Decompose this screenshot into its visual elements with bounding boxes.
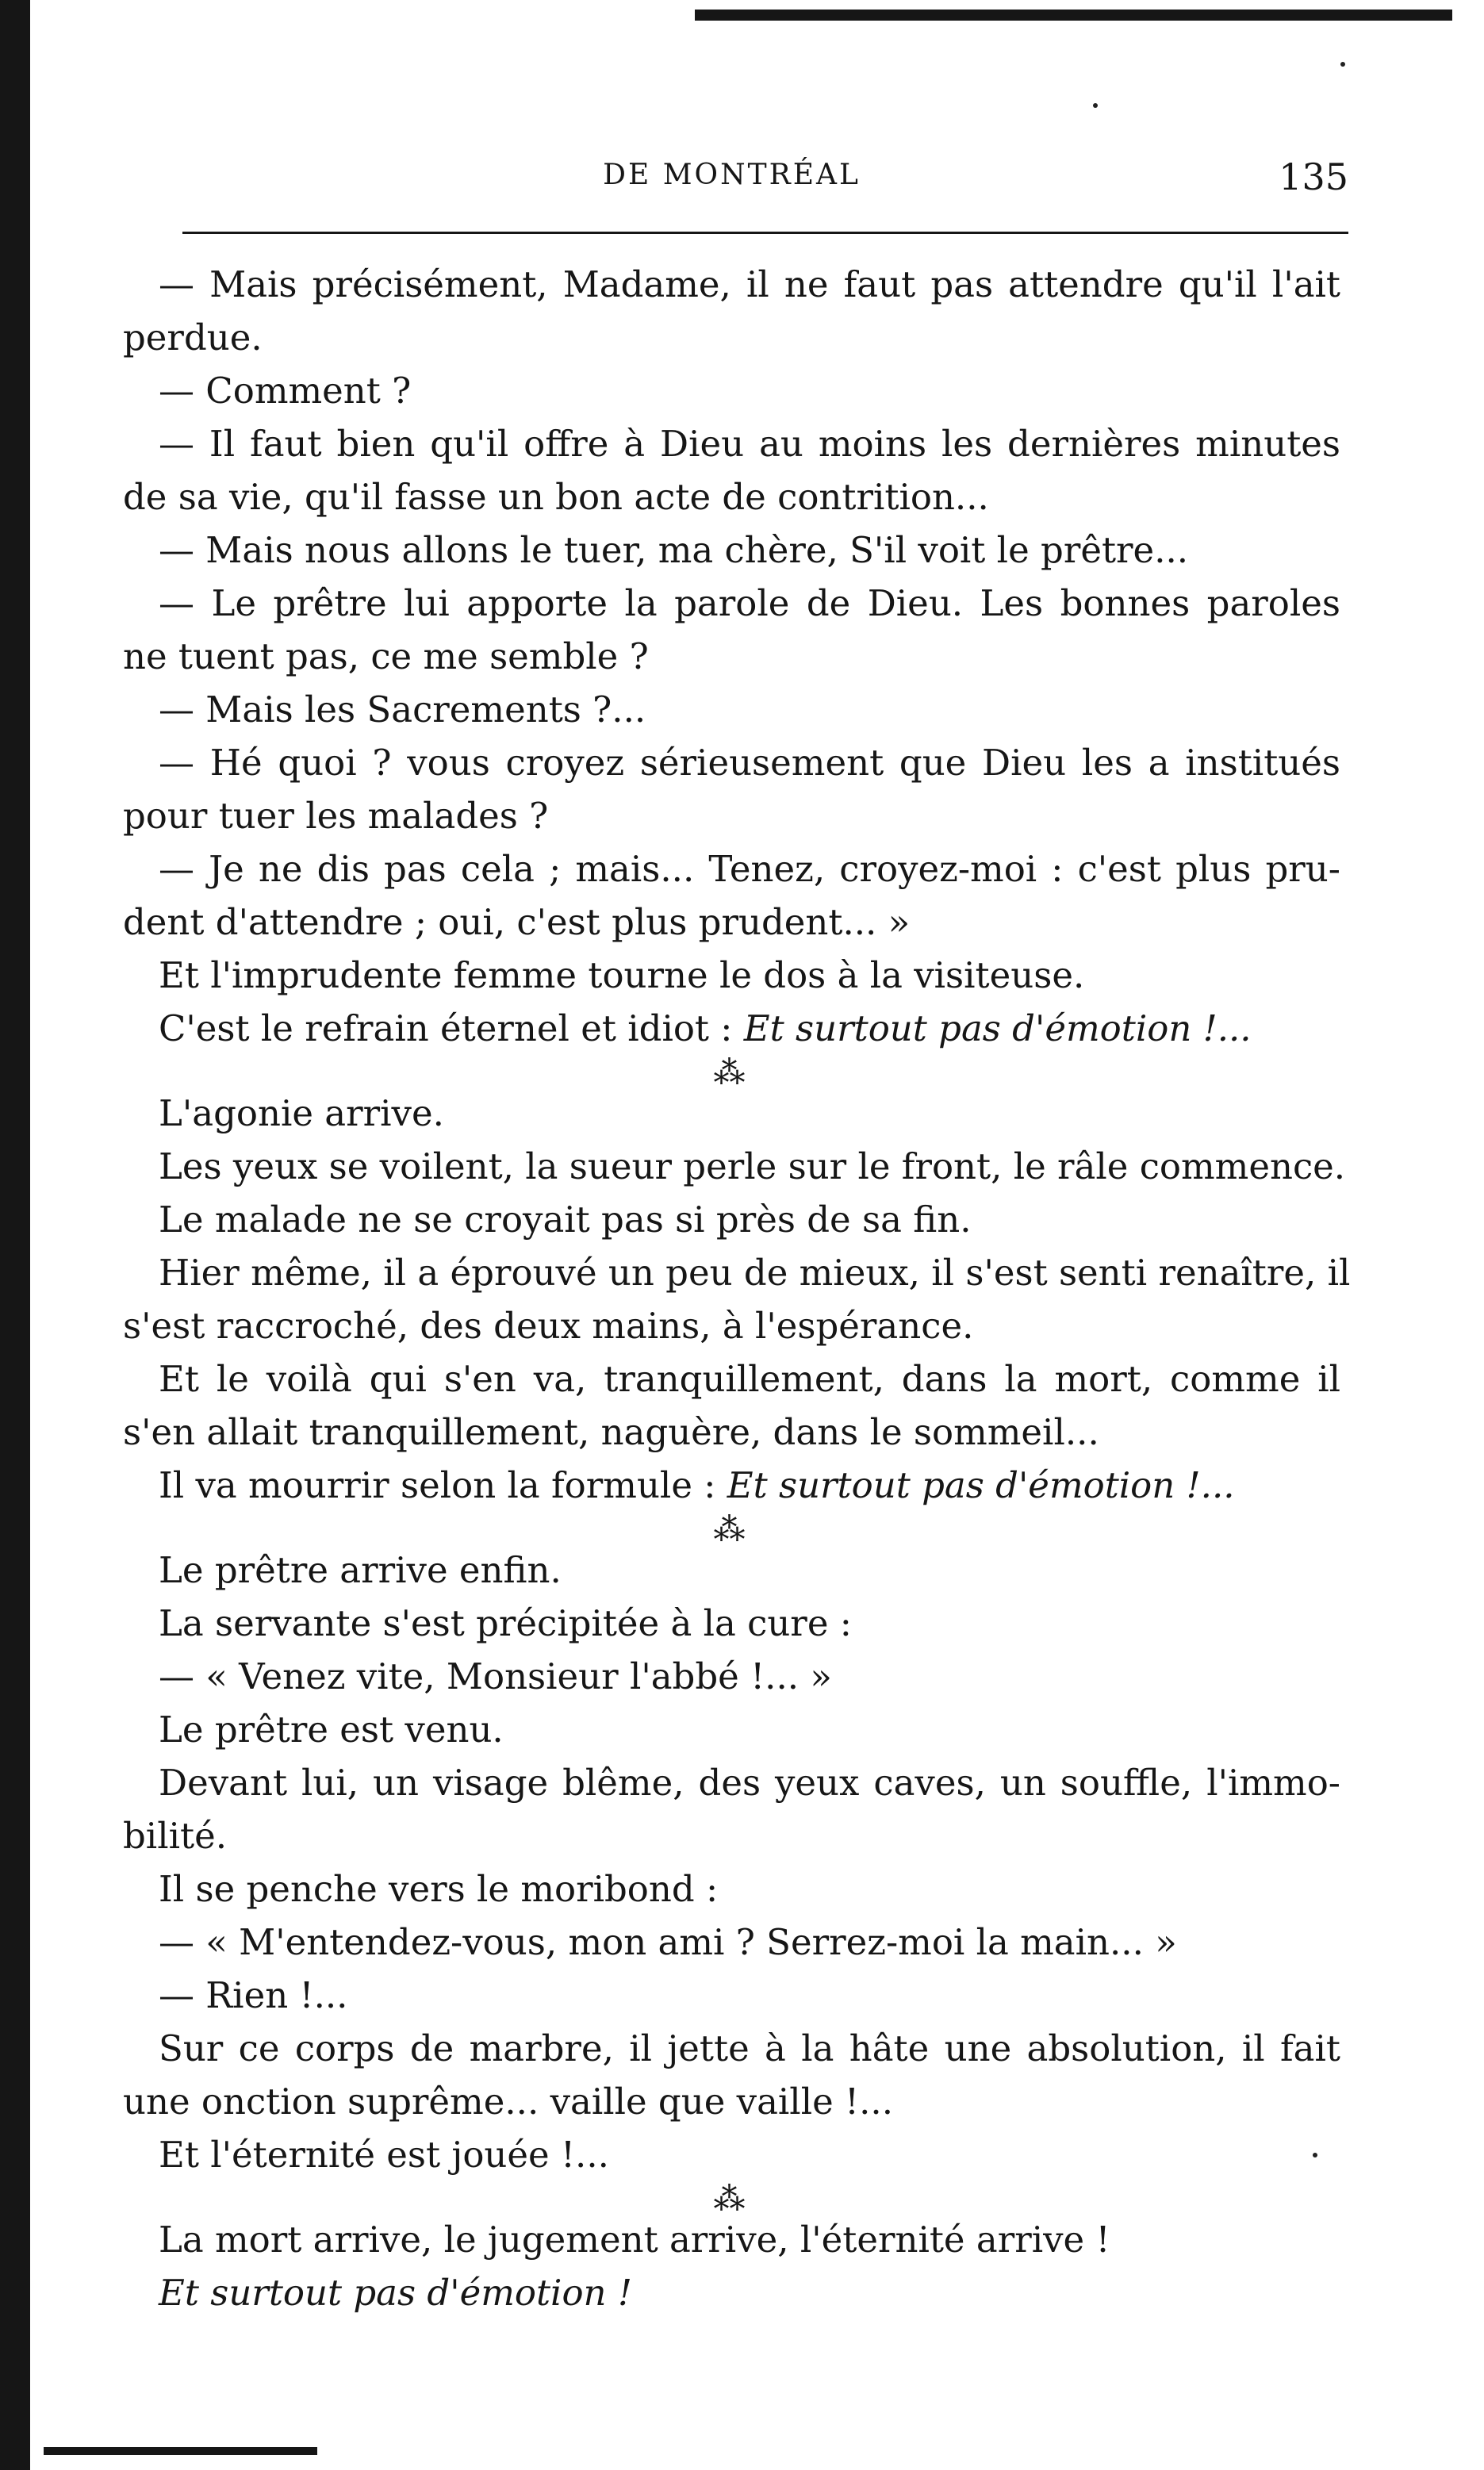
ink-speck — [1093, 103, 1098, 108]
body-text — [123, 258, 1351, 2319]
section-asterism: ⁂ — [713, 1055, 750, 1091]
text-line: — Mais les Sacrements ?... — [159, 688, 646, 731]
text-roman: Il va mourrir selon la formule : — [159, 1464, 727, 1506]
text-line: Le prêtre est venu. — [159, 1709, 504, 1751]
text-line: Il se penche vers le moribond : — [159, 1868, 719, 1910]
binding-edge — [0, 0, 30, 2470]
text-line: perdue. — [123, 316, 263, 359]
text-line: — Le prêtre lui apporte la parole de Dieu. Les bonnes paroles — [159, 582, 1340, 624]
text-line: — Comment ? — [159, 370, 412, 412]
text-line: Les yeux se voilent, la sueur perle sur le front, le râle commence. — [159, 1145, 1346, 1187]
text-line: — Mais nous allons le tuer, ma chère, S'il voit le prêtre... — [159, 529, 1189, 571]
text-line: de sa vie, qu'il fasse un bon acte de contrition... — [123, 476, 989, 518]
running-head — [115, 155, 1348, 203]
bottom-edge-rule — [44, 2447, 317, 2455]
text-line: dent d'attendre ; oui, c'est plus prudent... » — [123, 901, 911, 943]
page-number: 135 — [1279, 155, 1348, 198]
top-edge-rule — [695, 10, 1452, 21]
text-line: — Il faut bien qu'il offre à Dieu au moins les dernières minutes — [159, 423, 1340, 465]
text-line: bilité. — [123, 1815, 228, 1857]
section-asterism: ⁂ — [713, 2181, 750, 2218]
text-line: s'en allait tranquillement, naguère, dans le sommeil... — [123, 1411, 1099, 1453]
text-line: Et l'éternité est jouée !... — [159, 2134, 609, 2176]
text-line: Devant lui, un visage blême, des yeux caves, un souffle, l'immo- — [159, 1762, 1340, 1804]
text-line-italic: Et surtout pas d'émotion ! — [159, 2272, 632, 2314]
text-line: ne tuent pas, ce me semble ? — [123, 635, 649, 677]
text-line: Le malade ne se croyait pas si près de sa fin. — [159, 1199, 972, 1241]
text-line: Le prêtre arrive enfin. — [159, 1549, 562, 1591]
text-italic: Et surtout pas d'émotion !... — [727, 1464, 1235, 1506]
header-rule — [182, 232, 1348, 234]
text-line: — « M'entendez-vous, mon ami ? Serrez-moi la main... » — [159, 1921, 1177, 1963]
running-title: DE MONTRÉAL — [603, 159, 861, 191]
text-italic: Et surtout pas d'émotion !... — [743, 1007, 1252, 1049]
text-line: une onction suprême... vaille que vaille !... — [123, 2081, 894, 2123]
text-line: Et l'imprudente femme tourne le dos à la visiteuse. — [159, 954, 1085, 996]
section-asterism: ⁂ — [713, 1512, 750, 1548]
text-line: Et le voilà qui s'en va, tranquillement, dans la mort, comme il — [159, 1358, 1340, 1400]
text-line: — « Venez vite, Monsieur l'abbé !... » — [159, 1655, 832, 1697]
text-line: — Mais précisément, Madame, il ne faut pas attendre qu'il l'ait — [159, 263, 1340, 305]
text-line: La servante s'est précipitée à la cure : — [159, 1602, 852, 1644]
text-line: pour tuer les malades ? — [123, 795, 549, 837]
text-line: — Hé quoi ? vous croyez sérieusement que Dieu les a institués — [159, 742, 1340, 784]
text-line: Hier même, il a éprouvé un peu de mieux, il s'est senti renaître, il — [159, 1252, 1351, 1294]
text-line: Sur ce corps de marbre, il jette à la hâte une absolution, il fait — [159, 2027, 1340, 2069]
ink-speck — [1340, 62, 1345, 67]
text-line — [123, 1459, 1340, 1512]
text-line: L'agonie arrive. — [159, 1092, 444, 1134]
text-line: s'est raccroché, des deux mains, à l'espérance. — [123, 1305, 974, 1347]
text-line: La mort arrive, le jugement arrive, l'éternité arrive ! — [159, 2219, 1110, 2261]
text-line — [123, 1002, 1340, 1055]
text-line: — Rien !... — [159, 1974, 348, 2016]
text-roman: C'est le refrain éternel et idiot : — [159, 1007, 744, 1049]
text-line: — Je ne dis pas cela ; mais... Tenez, croyez-moi : c'est plus pru- — [159, 848, 1340, 890]
